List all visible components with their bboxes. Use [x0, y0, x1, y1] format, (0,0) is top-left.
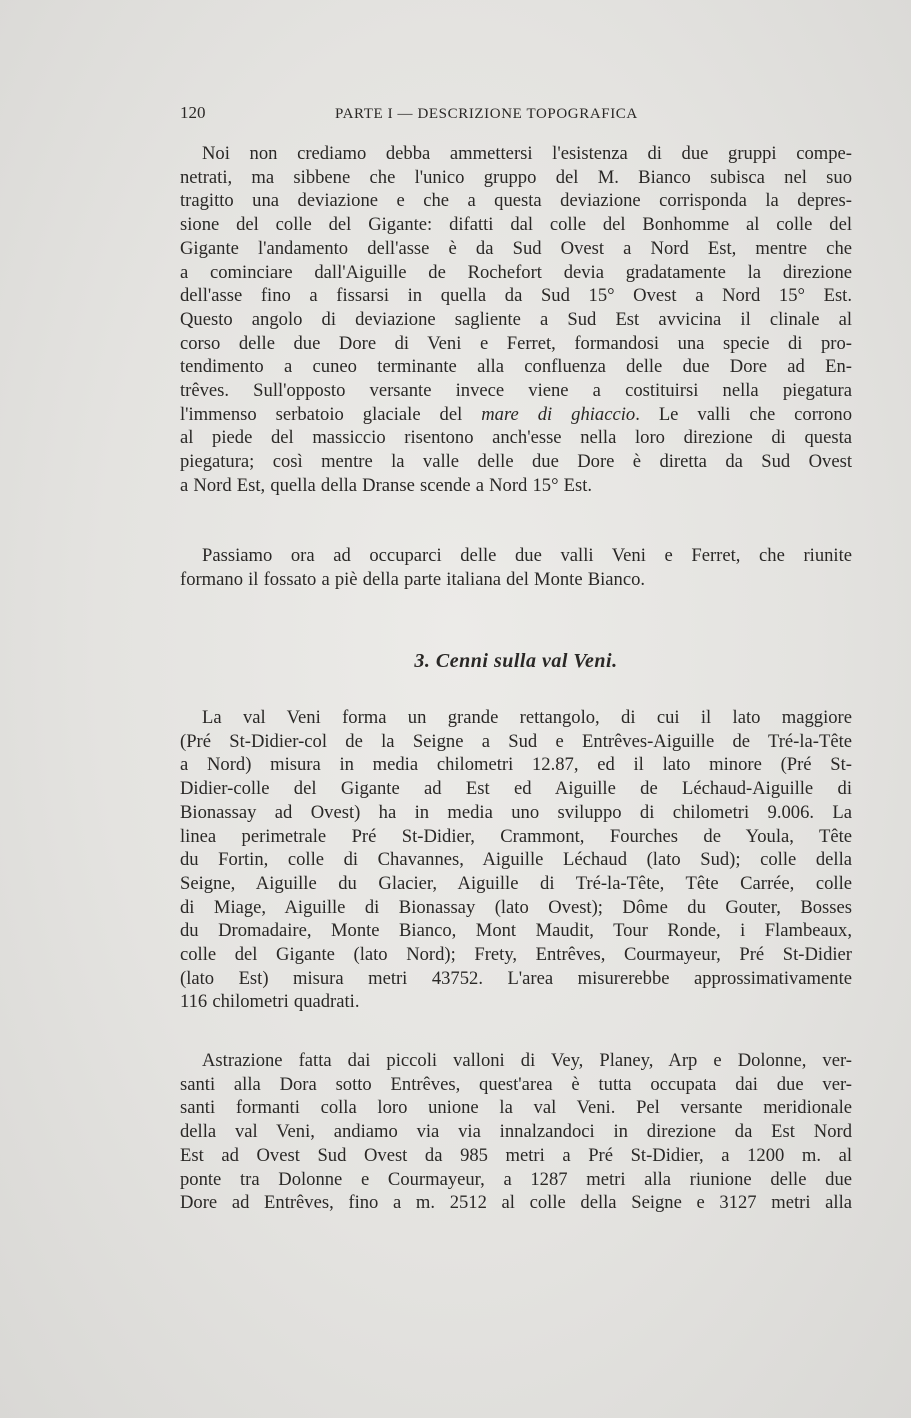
running-title: PARTE I — DESCRIZIONE TOPOGRAFICA — [335, 106, 638, 122]
text-line: colle del Gigante (lato Nord); Frety, Entrêves, Courmayeur, Pré St-Didier — [180, 944, 852, 966]
text-line: (lato Est) misura metri 43752. L'area misurerebbe approssimativamente — [180, 967, 852, 989]
text-line: linea perimetrale Pré St-Didier, Crammont, Fourches de Youla, Tête — [180, 825, 852, 847]
text-line: della val Veni, andiamo via via innalzandoci in direzione da Est Nord — [180, 1121, 852, 1143]
text-line: Noi non crediamo debba ammettersi l'esistenza di due gruppi compe- — [202, 143, 852, 164]
section-title: 3. Cenni sulla val Veni. — [414, 650, 618, 672]
text-line: corso delle due Dore di Veni e Ferret, formandosi una specie di pro- — [180, 332, 852, 354]
text-line: trêves. Sull'opposto versante invece viene a costituirsi nella piegatura — [180, 380, 852, 402]
page-number: 120 — [180, 103, 206, 122]
paragraph-1 — [180, 142, 852, 498]
text-line: tragitto una deviazione e che a questa deviazione corrisponda la depres- — [180, 190, 852, 212]
text-line: Dore ad Entrêves, fino a m. 2512 al colle della Seigne e 3127 metri alla — [180, 1192, 852, 1214]
text-line: a Nord) misura in media chilometri 12.87, ed il lato minore (Pré St- — [180, 754, 852, 776]
italic-term: mare di ghiaccio — [481, 403, 636, 425]
paragraph-3 — [180, 706, 852, 1014]
text-line: formano il fossato a piè della parte italiana del Monte Bianco. — [180, 568, 646, 590]
text-line: dell'asse fino a fissarsi in quella da Sud 15° Ovest a Nord 15° Est. — [180, 285, 852, 307]
paragraph-4 — [180, 1049, 852, 1215]
text-line: Passiamo ora ad occuparci delle due valli Veni e Ferret, che riunite — [202, 545, 852, 566]
text-line: Astrazione fatta dai piccoli valloni di Vey, Planey, Arp e Dolonne, ver- — [202, 1050, 852, 1071]
text-line: (Pré St-Didier-col de la Seigne a Sud e Entrêves-Aiguille de Tré-la-Tête — [180, 730, 852, 752]
text-line: ponte tra Dolonne e Courmayeur, a 1287 metri alla riunione delle due — [180, 1168, 852, 1190]
text-line: netrati, ma sibbene che l'unico gruppo del M. Bianco subisca nel suo — [180, 166, 852, 188]
text-line: Est ad Ovest Sud Ovest da 985 metri a Pré St-Didier, a 1200 m. al — [180, 1144, 852, 1166]
text-line: a cominciare dall'Aiguille de Rochefort devia gradatamente la direzione — [180, 261, 852, 283]
text-line: santi alla Dora sotto Entrêves, quest'area è tutta occupata dai due ver- — [180, 1073, 852, 1095]
text-line: santi formanti colla loro unione la val Veni. Pel versante meridionale — [180, 1097, 852, 1119]
text-line: Didier-colle del Gigante ad Est ed Aiguille de Léchaud-Aiguille di — [180, 778, 852, 800]
text-line: sione del colle del Gigante: difatti dal colle del Bonhomme al colle del — [180, 214, 852, 236]
text-line: a Nord Est, quella della Dranse scende a Nord 15° Est. — [180, 474, 593, 496]
running-header — [180, 103, 852, 129]
text-line: Questo angolo di deviazione sagliente a Sud Est avvicina il clinale al — [180, 308, 852, 330]
text-line: di Miage, Aiguille di Bionassay (lato Ovest); Dôme du Gouter, Bosses — [180, 896, 852, 918]
text-line: du Dromadaire, Monte Bianco, Mont Maudit, Tour Ronde, i Flambeaux, — [180, 920, 852, 942]
text-line: La val Veni forma un grande rettangolo, di cui il lato maggiore — [202, 707, 852, 728]
text-line: tendimento a cuneo terminante alla confluenza delle due Dore ad En- — [180, 356, 852, 378]
text-line: al piede del massiccio risentono anch'esse nella loro direzione di questa — [180, 427, 852, 449]
text-line: l'immenso serbatoio glaciale del mare di ghiaccio. Le valli che corrono — [180, 403, 853, 425]
text-line: Bionassay ad Ovest) ha in media uno sviluppo di chilometri 9.006. La — [180, 801, 852, 823]
text-line: Seigne, Aiguille du Glacier, Aiguille di Tré-la-Tête, Tête Carrée, colle — [180, 872, 852, 894]
text-line: du Fortin, colle di Chavannes, Aiguille Léchaud (lato Sud); colle della — [180, 849, 852, 871]
text-line: piegatura; così mentre la valle delle due Dore è diretta da Sud Ovest — [180, 451, 852, 473]
text-line: Gigante l'andamento dell'asse è da Sud Ovest a Nord Est, mentre che — [180, 237, 852, 259]
paragraph-2 — [180, 544, 852, 591]
text-line: 116 chilometri quadrati. — [180, 991, 360, 1013]
